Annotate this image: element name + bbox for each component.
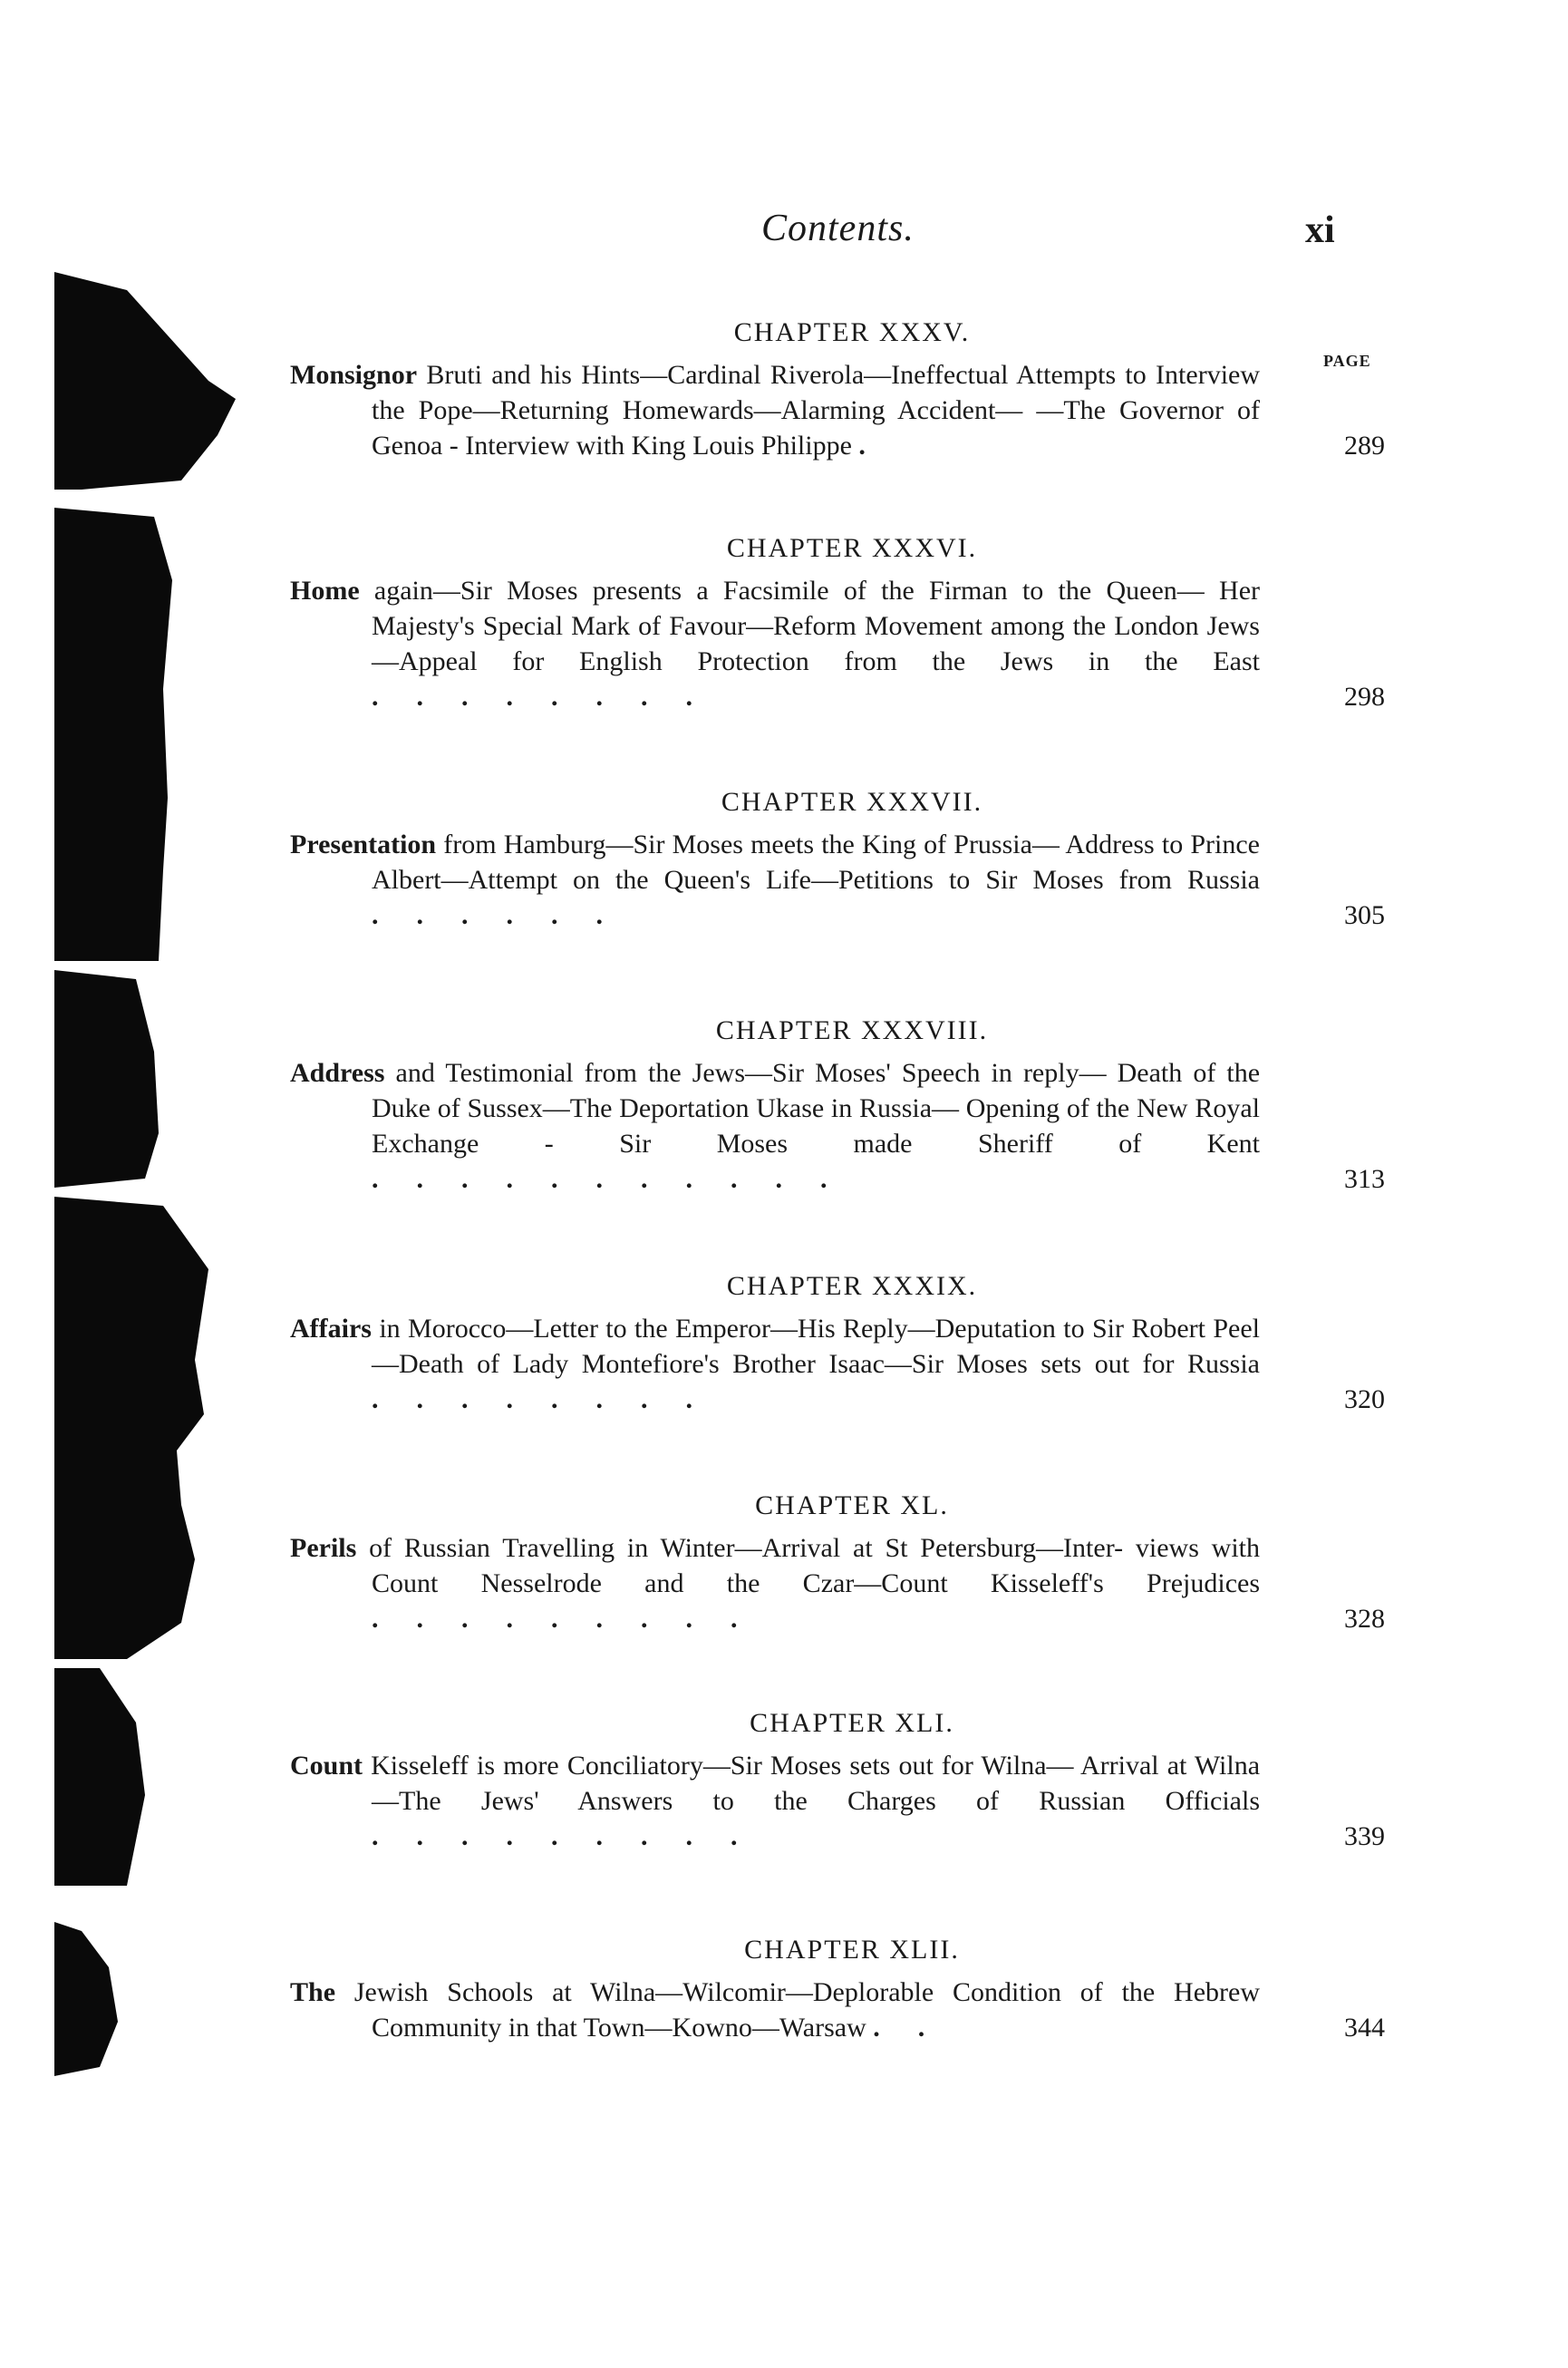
- dot-leader: ..: [873, 2013, 963, 2043]
- folio-number: xi: [1305, 209, 1335, 251]
- chapter-heading: CHAPTER XXXVII.: [721, 787, 983, 817]
- page-number: 289: [1344, 431, 1385, 461]
- chapter-39: [290, 1271, 1385, 1417]
- dot-leader: ......: [372, 900, 641, 930]
- chapter-entry: [290, 827, 1385, 933]
- chapter-entry: [290, 1748, 1385, 1854]
- entry-text: again—Sir Moses presents a Facsimile of the Firman to the Queen— Her Majesty's Special Mark of Favour—Reform Movement among the London Jews—Appeal for English Protection from the Jews in the East: [372, 576, 1261, 676]
- dot-leader: ...........: [372, 1164, 866, 1194]
- entry-lead-word: Perils: [290, 1533, 357, 1563]
- entry-lead-word: Presentation: [290, 830, 437, 859]
- entry-lead-word: Home: [290, 576, 360, 606]
- running-head: [0, 207, 1568, 261]
- chapter-summary: [290, 1530, 1260, 1636]
- entry-text: and Testimonial from the Jews—Sir Moses' Speech in reply— Death of the Duke of Sussex—The Deportation Ukase in Russia— Opening of the New Royal Exchange - Sir Moses made Sheriff of Kent: [372, 1058, 1261, 1159]
- chapter-heading: CHAPTER XXXVIII.: [715, 1015, 989, 1045]
- chapter-summary: [290, 573, 1260, 714]
- chapter-heading: CHAPTER XXXIX.: [726, 1271, 978, 1301]
- chapter-entry: [290, 1055, 1385, 1197]
- entry-lead-word: The: [290, 1977, 336, 2007]
- entry-text: Kisseleff is more Conciliatory—Sir Moses sets out for Wilna— Arrival at Wilna—The Jews' Answers to the Charges of Russian Officials: [371, 1751, 1261, 1816]
- entry-text: of Russian Travelling in Winter—Arrival at St Petersburg—Inter- views with Count Nesselrode and the Czar—Count Kisseleff's Prejudices: [369, 1533, 1261, 1598]
- chapter-entry: [290, 1530, 1385, 1636]
- chapter-38: [290, 1015, 1385, 1197]
- page-number: 313: [1344, 1164, 1385, 1194]
- dot-leader: .........: [372, 1604, 776, 1634]
- entry-lead-word: Address: [290, 1058, 385, 1088]
- entry-lead-word: Count: [290, 1751, 363, 1781]
- dot-leader: .........: [372, 1821, 776, 1851]
- running-title: Contents.: [761, 208, 915, 249]
- chapter-36: [290, 533, 1385, 714]
- chapter-entry: [290, 1975, 1385, 2045]
- scan-shadow-blob-3: [54, 970, 159, 1188]
- page-number: 344: [1344, 2013, 1385, 2043]
- scan-shadow-blob-5: [54, 1668, 145, 1886]
- page-number: 320: [1344, 1384, 1385, 1414]
- scan-shadow-blob-4: [54, 1197, 208, 1659]
- scan-shadow-blob-1: [54, 272, 236, 490]
- chapter-heading: CHAPTER XXXVI.: [726, 533, 978, 563]
- entry-lead-word: Affairs: [290, 1314, 372, 1344]
- entry-text: from Hamburg—Sir Moses meets the King of Prussia— Address to Prince Albert—Attempt on the Queen's Life—Petitions to Sir Moses from Russia: [372, 830, 1260, 895]
- chapter-37: [290, 787, 1385, 933]
- chapter-heading: CHAPTER XL.: [755, 1490, 949, 1520]
- chapter-summary: [290, 357, 1260, 463]
- chapter-35: [290, 317, 1385, 463]
- page-number: 298: [1344, 682, 1385, 712]
- chapter-summary: [290, 827, 1260, 933]
- scan-shadow-blob-2: [54, 508, 172, 961]
- scan-shadow-blob-6: [54, 1922, 118, 2076]
- chapter-entry: [290, 1311, 1385, 1417]
- chapter-heading: CHAPTER XXXV.: [733, 317, 971, 347]
- chapter-heading: CHAPTER XLII.: [744, 1935, 960, 1965]
- chapter-summary: [290, 1748, 1260, 1854]
- page-number: 339: [1344, 1821, 1385, 1851]
- entry-text: Jewish Schools at Wilna—Wilcomir—Deplorable Condition of the Hebrew Community in that Town—Kowno—Warsaw: [353, 1977, 1260, 2043]
- dot-leader: .: [858, 431, 904, 461]
- entry-text: in Morocco—Letter to the Emperor—His Reply—Deputation to Sir Robert Peel—Death of Lady Montefiore's Brother Isaac—Sir Moses sets out for Russia: [372, 1314, 1260, 1379]
- chapter-40: [290, 1490, 1385, 1636]
- scan-edge-shadow: [0, 0, 272, 2368]
- chapter-41: [290, 1708, 1385, 1854]
- chapter-entry: [290, 573, 1385, 714]
- chapter-summary: [290, 1975, 1260, 2045]
- page-number: 328: [1344, 1604, 1385, 1634]
- entry-text: Bruti and his Hints—Cardinal Riverola—Ineffectual Attempts to Interview the Pope—Returning Homewards—Alarming Accident— —The Governor of Genoa - Interview with King Louis Philippe: [372, 360, 1261, 461]
- chapter-summary: [290, 1055, 1260, 1197]
- dot-leader: ........: [372, 682, 731, 712]
- dot-leader: ........: [372, 1384, 731, 1414]
- chapter-summary: [290, 1311, 1260, 1417]
- page-column-label: PAGE: [1323, 352, 1371, 370]
- entry-lead-word: Monsignor: [290, 360, 418, 390]
- chapter-42: [290, 1935, 1385, 2045]
- page-number: 305: [1344, 900, 1385, 930]
- chapter-heading: CHAPTER XLI.: [750, 1708, 954, 1738]
